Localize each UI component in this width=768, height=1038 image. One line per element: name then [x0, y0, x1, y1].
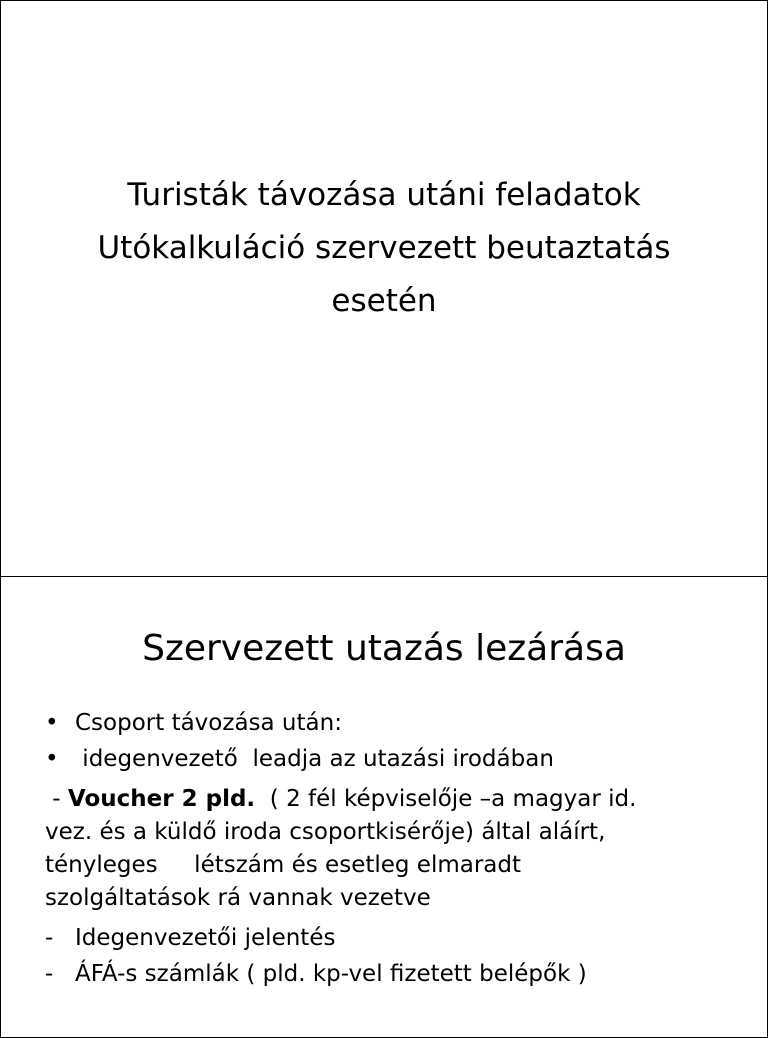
slide-2 — [0, 576, 768, 1038]
voucher-line-2: vez. és a küldő iroda csoportkisérője) által aláírt, — [45, 819, 606, 845]
slide-2-title: Szervezett utazás lezárása — [142, 628, 626, 669]
slide-1-title-line-1: Turisták távozása utáni feladatok — [127, 177, 641, 213]
dash-item — [45, 922, 727, 955]
bullet-marker: • — [45, 746, 59, 772]
slide-1-title-line-3: esetén — [331, 283, 437, 319]
bullet-text: Csoport távozása után: — [75, 710, 342, 736]
dash-marker: - — [45, 925, 54, 951]
voucher-paragraph — [45, 783, 727, 915]
bullet-item — [45, 743, 727, 776]
dash-item — [45, 958, 727, 991]
bullet-marker: • — [45, 710, 59, 736]
bullet-text: idegenvezető leadja az utazási irodában — [75, 746, 554, 772]
voucher-line-1-rest: ( 2 fél képviselője –a magyar id. — [255, 786, 637, 812]
dash-text: ÁFÁ-s számlák ( pld. kp-vel fizetett belépők ) — [75, 961, 587, 987]
bullet-item — [45, 707, 727, 740]
voucher-line-4: szolgáltatások rá vannak vezetve — [45, 885, 431, 911]
voucher-line-1 — [45, 783, 727, 816]
slide-1-title-line-2: Utókalkuláció szervezett beutaztatás — [97, 230, 671, 266]
voucher-prefix: - — [45, 786, 68, 812]
voucher-line-3: tényleges létszám és esetleg elmaradt — [45, 852, 522, 878]
slide-2-body — [45, 707, 727, 991]
dash-text: Idegenvezetői jelentés — [75, 925, 336, 951]
voucher-bold: Voucher 2 pld. — [67, 786, 256, 812]
dash-marker: - — [45, 961, 54, 987]
slide-1-title — [1, 169, 767, 328]
